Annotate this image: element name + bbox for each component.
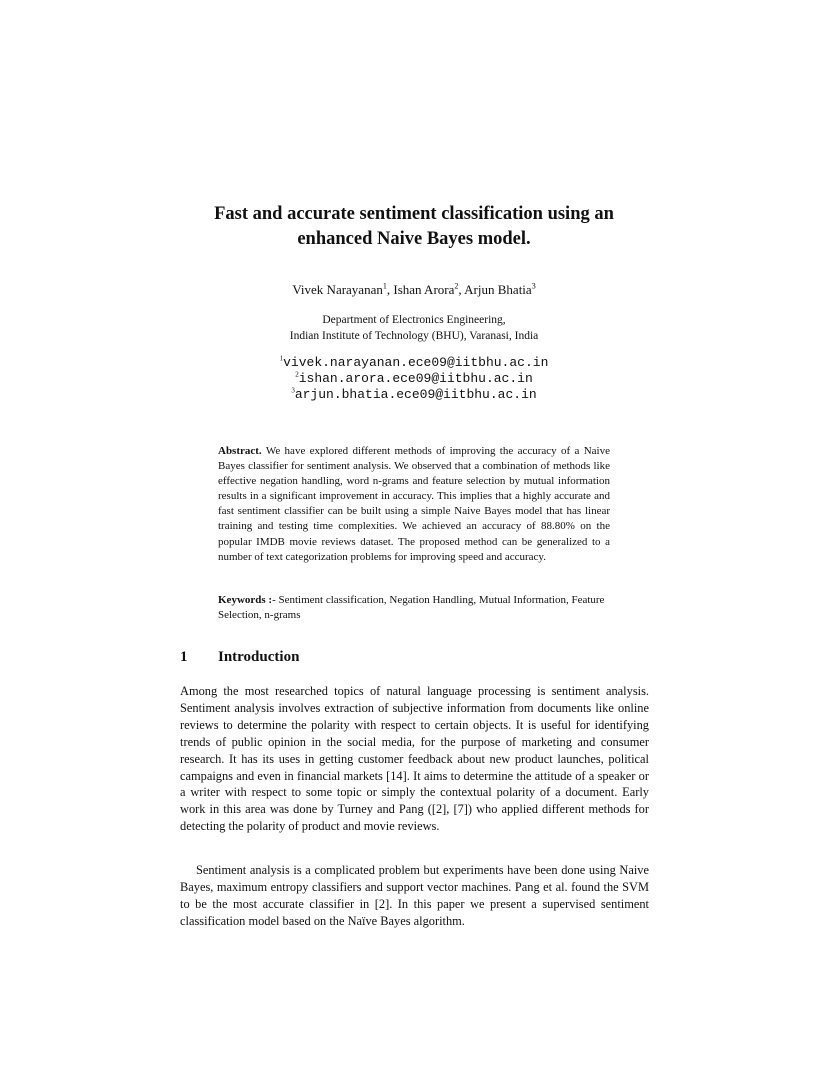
affiliation (150, 312, 678, 344)
keywords-text: - Sentiment classification, Negation Handling, Mutual Information, Feature Selection, n-grams (218, 594, 605, 622)
author-superscript: 1 (382, 281, 387, 291)
author-name: Ishan Arora (393, 282, 455, 297)
email-entry (150, 387, 678, 403)
abstract (218, 444, 610, 565)
author-separator: , (458, 282, 465, 297)
email-address: vivek.narayanan.ece09@iitbhu.ac.in (283, 355, 549, 370)
author-name: Vivek Narayanan (292, 282, 383, 297)
email-address: ishan.arora.ece09@iitbhu.ac.in (298, 371, 533, 386)
section-title: Introduction (218, 649, 300, 665)
email-list (150, 355, 678, 403)
paper-title (150, 202, 678, 252)
intro-paragraph-1: Among the most researched topics of natural language processing is sentiment analysis. Sentiment analysis involves extraction of subjective information from documents like online reviews to determine the polarity with respect to certain objects. It is useful for identifying trends of public opinion in the social media, for the purpose of marketing and consumer research. It has its uses in getting customer feedback about new product launches, political campaigns and even in financial markets [14]. It aims to determine the attitude of a speaker or a writer with respect to some topic or simply the contextual polarity of a document. Early work in this area was done by Turney and Pang ([2], [7]) who applied different methods for detecting the polarity of product and movie reviews. (180, 684, 649, 834)
email-superscript: 1 (279, 354, 284, 363)
abstract-label: Abstract. (218, 445, 262, 457)
email-superscript: 3 (291, 386, 295, 395)
author-superscript: 3 (531, 281, 536, 291)
affiliation-institute: Indian Institute of Technology (BHU), Varanasi, India (289, 330, 539, 342)
keywords (218, 593, 610, 623)
paper-title-line-2: enhanced Naive Bayes model. (297, 229, 531, 249)
author-name: Arjun Bhatia (464, 282, 532, 297)
author-superscript: 2 (454, 281, 459, 291)
abstract-text: We have explored different methods of improving the accuracy of a Naive Bayes classifier for sentiment analysis. We observed that a combination of methods like effective negation handling, word n-grams and feature selection by mutual information results in a significant improvement in accuracy. This implies that a highly accurate and fast sentiment classifier can be built using a simple Naive Bayes model that has linear training and testing time complexities. We achieved an accuracy of 88.80% on the popular IMDB movie reviews dataset. The proposed method can be generalized to a number of text categorization problems for improving speed and accuracy. (218, 445, 610, 563)
email-entry (150, 355, 678, 371)
email-address: arjun.bhatia.ece09@iitbhu.ac.in (294, 387, 537, 402)
email-entry (150, 371, 678, 387)
section-number: 1 (180, 649, 188, 665)
author-list (150, 281, 678, 299)
keywords-label: Keywords : (218, 594, 273, 606)
section-heading (180, 647, 650, 667)
email-superscript: 2 (295, 370, 299, 379)
intro-paragraph-2: Sentiment analysis is a complicated problem but experiments have been done using Naive Bayes, maximum entropy classifiers and support vector machines. Pang et al. found the SVM to be the most accurate classifier in [2]. In this paper we present a supervised sentiment classification model based on the Naïve Bayes algorithm. (180, 863, 649, 928)
paper-title-line-1: Fast and accurate sentiment classification using an (214, 204, 614, 224)
author-separator: , (386, 282, 394, 297)
affiliation-department: Department of Electronics Engineering, (322, 314, 506, 326)
